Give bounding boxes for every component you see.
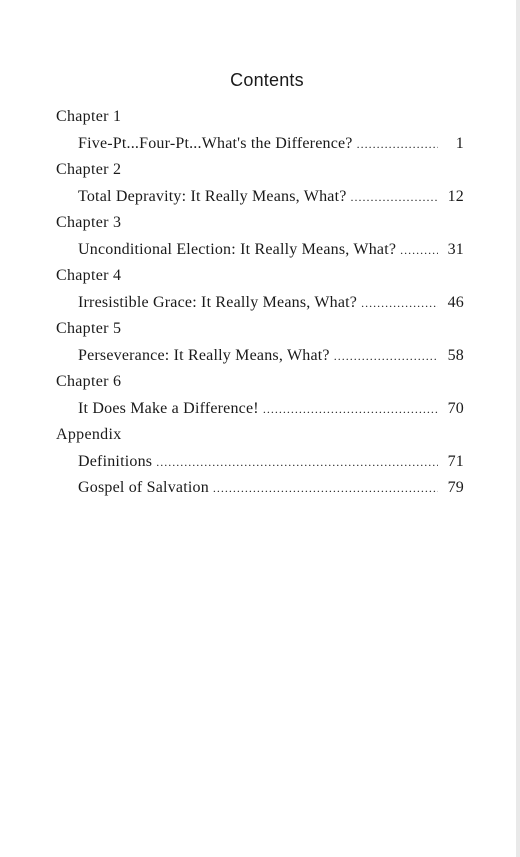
page-number: 79 [447,479,464,496]
dot-leader [357,134,438,154]
dot-leader [156,452,438,472]
entry-title: Five-Pt...Four-Pt...What's the Difference? [78,134,353,152]
page-number: 71 [447,452,464,470]
chapter-heading: Chapter 1 [56,108,122,125]
table-of-contents [56,107,464,505]
toc-entry[interactable] [56,452,464,479]
chapter-heading: Chapter 6 [56,373,122,390]
entry-title: Total Depravity: It Really Means, What? [78,187,347,205]
toc-entry[interactable] [56,187,464,214]
dot-leader [361,293,438,313]
page-number: 31 [447,240,464,258]
toc-entry[interactable] [56,478,464,505]
dot-leader [334,346,438,366]
entry-title: It Does Make a Difference! [78,399,259,417]
page-edge [516,0,520,857]
toc-entry[interactable] [56,134,464,161]
toc-entry[interactable] [56,399,464,426]
entry-title: Perseverance: It Really Means, What? [78,346,330,364]
dot-leader [213,478,438,498]
chapter-heading: Chapter 2 [56,161,122,178]
toc-entry[interactable] [56,293,464,320]
entry-title: Irresistible Grace: It Really Means, What? [78,293,358,311]
chapter-heading: Chapter 3 [56,214,122,231]
page-number: 1 [455,134,464,152]
dot-leader [351,187,438,207]
chapter-heading: Chapter 4 [56,267,122,284]
chapter-heading: Chapter 5 [56,320,122,337]
page-number: 46 [447,293,464,311]
appendix-heading: Appendix [56,426,122,443]
page-title: Contents [230,70,304,90]
page-number: 12 [447,187,464,205]
toc-entry[interactable] [56,240,464,267]
page-number: 58 [447,346,464,364]
entry-title: Gospel of Salvation [78,479,209,496]
toc-entry[interactable] [56,346,464,373]
dot-leader [263,399,438,419]
entry-title: Definitions [78,452,153,470]
page-number: 70 [447,399,464,417]
entry-title: Unconditional Election: It Really Means, What? [78,240,397,258]
dot-leader [400,240,438,260]
